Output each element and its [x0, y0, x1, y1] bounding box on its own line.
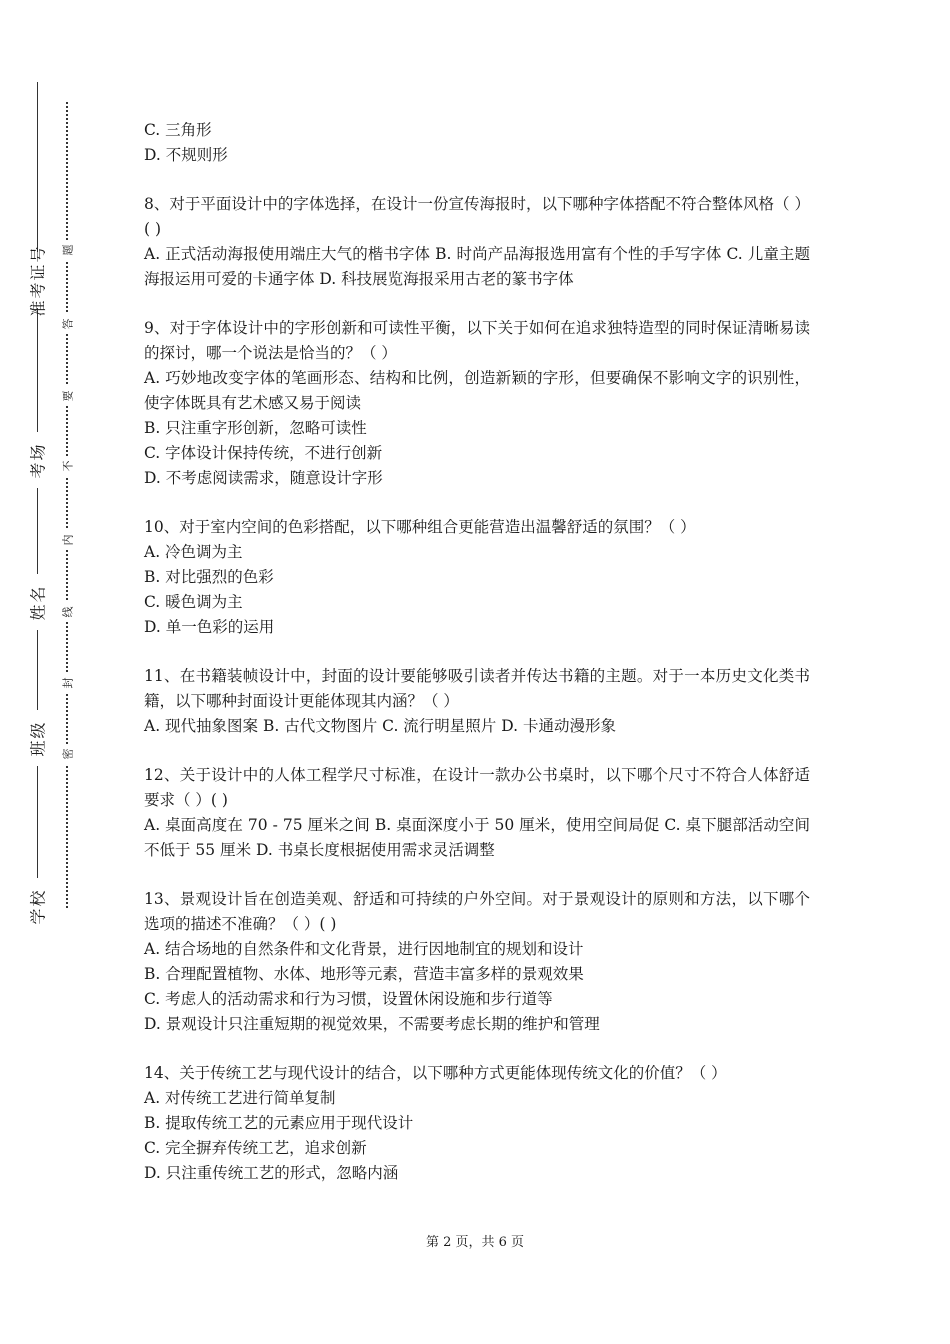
seal-char: 内 — [58, 530, 76, 550]
seal-char: 答 — [58, 314, 76, 334]
question-stem: 8、对于平面设计中的字体选择，在设计一份宣传海报时，以下哪种字体搭配不符合整体风格（ ）( ) — [144, 195, 810, 238]
option: D. 不考虑阅读需求，随意设计字形 — [144, 469, 383, 487]
question-stem: 14、关于传统工艺与现代设计的结合，以下哪种方式更能体现传统文化的价值？（ ） — [144, 1064, 727, 1082]
option: D. 景观设计只注重短期的视觉效果，不需要考虑长期的维护和管理 — [144, 1015, 600, 1033]
question-stem: 9、对于字体设计中的字形创新和可读性平衡，以下关于如何在追求独特造型的同时保证清晰易读的探讨，哪一个说法是恰当的？（ ） — [144, 319, 810, 362]
option: A. 巧妙地改变字体的笔画形态、结构和比例，创造新颖的字形，但要确保不影响文字的识别性，使字体既具有艺术感又易于阅读 — [144, 369, 810, 412]
binding-margin — [0, 0, 120, 1344]
question-options: A. 桌面高度在 70 - 75 厘米之间 B. 桌面深度小于 50 厘米，使用空间局促 C. 桌下腿部活动空间不低于 55 厘米 D. 书桌长度根据使用需求灵活调整 — [144, 816, 810, 859]
question-9 — [144, 316, 810, 491]
option: C. 字体设计保持传统，不进行创新 — [144, 444, 383, 462]
field-exam-room: 考场 — [22, 432, 52, 488]
question-12 — [144, 763, 810, 863]
option: B. 合理配置植物、水体、地形等元素，营造丰富多样的景观效果 — [144, 965, 584, 983]
option: B. 只注重字形创新，忽略可读性 — [144, 419, 367, 437]
question-options: A. 现代抽象图案 B. 古代文物图片 C. 流行明星照片 D. 卡通动漫形象 — [144, 717, 616, 735]
option: A. 冷色调为主 — [144, 543, 243, 561]
seal-dotted-line — [66, 102, 68, 908]
option: C. 暖色调为主 — [144, 593, 243, 611]
question-14 — [144, 1061, 810, 1186]
question-options: A. 正式活动海报使用端庄大气的楷书字体 B. 时尚产品海报选用富有个性的手写字体 C. 儿童主题海报运用可爱的卡通字体 D. 科技展览海报采用古老的篆书字体 — [144, 245, 810, 288]
option: D. 只注重传统工艺的形式，忽略内涵 — [144, 1164, 399, 1182]
question-10 — [144, 515, 810, 640]
option: C. 完全摒弃传统工艺，追求创新 — [144, 1139, 367, 1157]
option: B. 提取传统工艺的元素应用于现代设计 — [144, 1114, 414, 1132]
question-8 — [144, 192, 810, 292]
option: B. 对比强烈的色彩 — [144, 568, 274, 586]
question-7-continued — [144, 118, 810, 168]
page-footer: 第 2 页，共 6 页 — [425, 1235, 525, 1250]
option: D. 不规则形 — [144, 146, 228, 164]
option: C. 考虑人的活动需求和行为习惯，设置休闲设施和步行道等 — [144, 990, 553, 1008]
seal-char: 线 — [58, 602, 76, 622]
seal-char: 不 — [58, 456, 76, 476]
binding-solid-line — [37, 82, 38, 918]
field-name: 姓名 — [22, 574, 52, 630]
seal-char: 封 — [58, 673, 76, 693]
field-school: 学校 — [22, 878, 52, 934]
question-stem: 12、关于设计中的人体工程学尺寸标准，在设计一款办公书桌时，以下哪个尺寸不符合人体舒适要求（ ）( ) — [144, 766, 810, 809]
option: A. 结合场地的自然条件和文化背景，进行因地制宜的规划和设计 — [144, 940, 584, 958]
seal-char: 密 — [58, 744, 76, 764]
seal-char: 要 — [58, 386, 76, 406]
question-13 — [144, 887, 810, 1037]
option: C. 三角形 — [144, 121, 212, 139]
field-exam-number: 准考证号 — [22, 252, 52, 308]
question-stem: 13、景观设计旨在创造美观、舒适和可持续的户外空间。对于景观设计的原则和方法，以下哪个选项的描述不准确？（ ）( ) — [144, 890, 810, 933]
option: D. 单一色彩的运用 — [144, 618, 275, 636]
question-stem: 10、对于室内空间的色彩搭配，以下哪种组合更能营造出温馨舒适的氛围？（ ） — [144, 518, 696, 536]
seal-char: 题 — [58, 240, 76, 260]
exam-content — [144, 118, 810, 1186]
question-11 — [144, 664, 810, 739]
question-stem: 11、在书籍装帧设计中，封面的设计要能够吸引读者并传达书籍的主题。对于一本历史文化类书籍，以下哪种封面设计更能体现其内涵？（ ） — [144, 667, 810, 710]
field-class: 班级 — [22, 710, 52, 766]
option: A. 对传统工艺进行简单复制 — [144, 1089, 336, 1107]
